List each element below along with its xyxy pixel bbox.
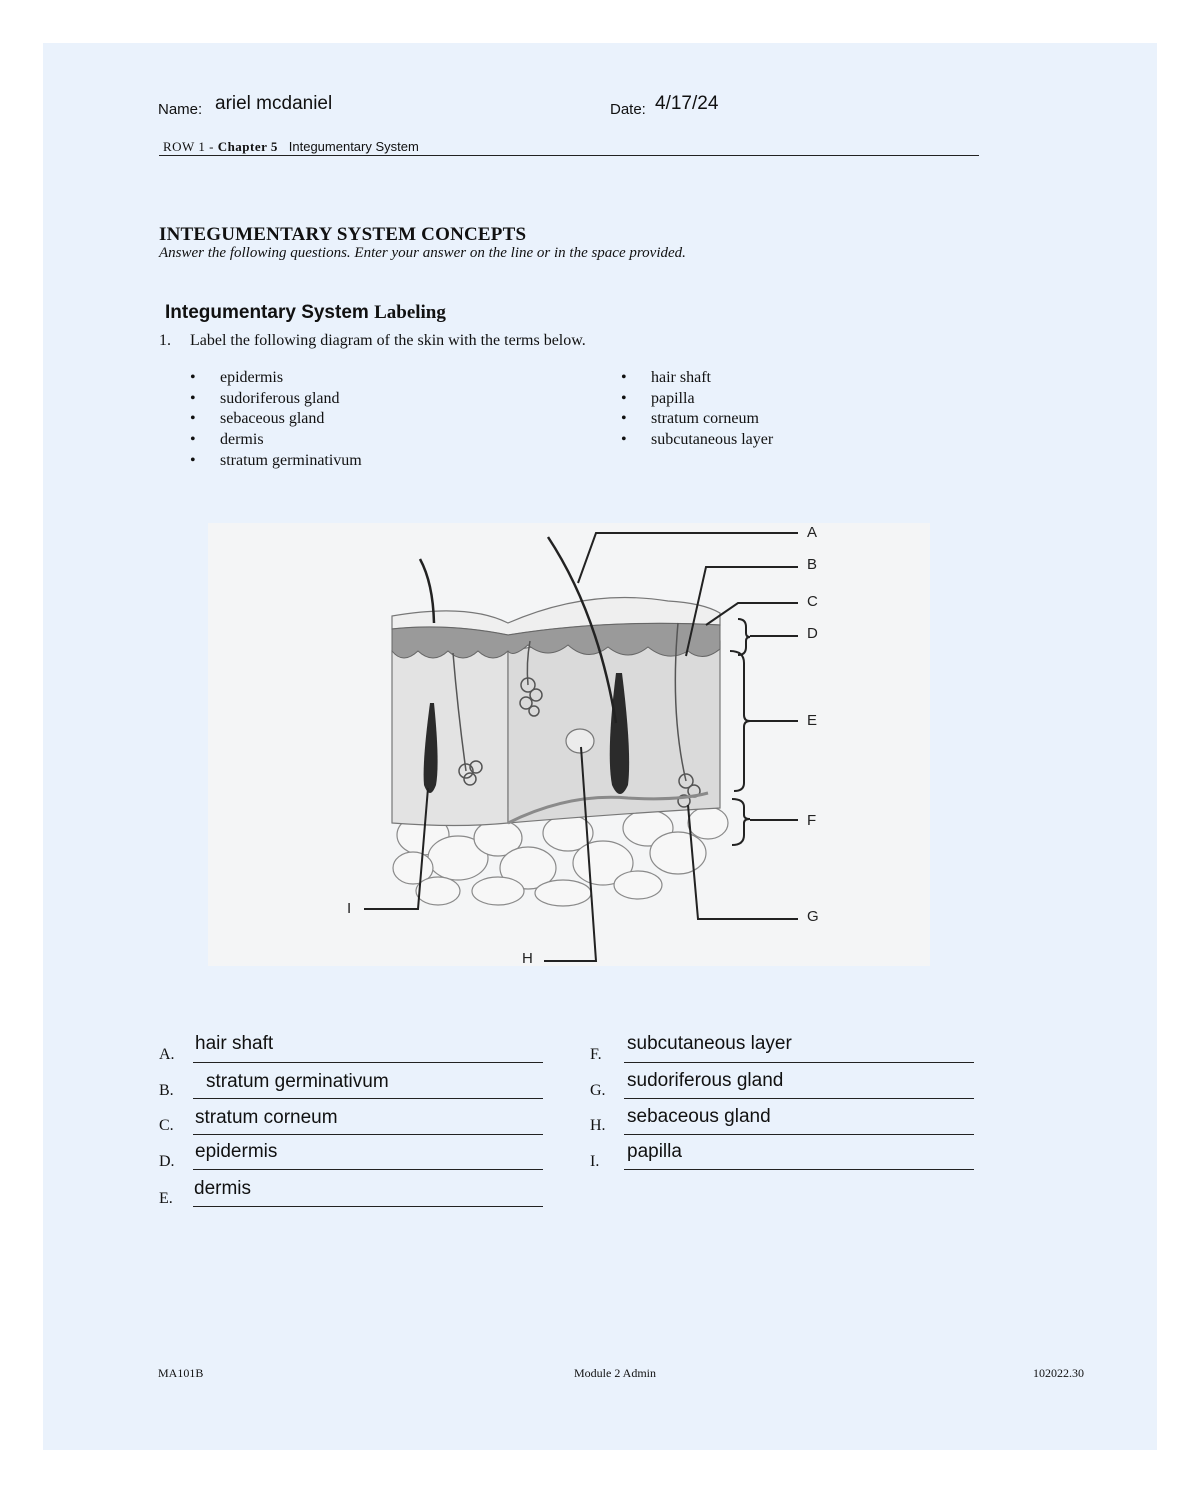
answer-line [193,1098,543,1099]
term-item: • dermis [190,430,362,451]
chapter-topic: Integumentary System [288,139,419,154]
answer-input-a[interactable]: hair shaft [195,1033,274,1054]
section-title: INTEGUMENTARY SYSTEM CONCEPTS [159,224,527,245]
diagram-label-g: G [807,908,819,925]
answer-input-d[interactable]: epidermis [195,1141,278,1162]
chapter-title: Chapter 5 [217,139,278,154]
answer-input-c[interactable]: stratum corneum [195,1107,338,1128]
name-label: Name: [158,101,203,118]
row-prefix: ROW 1 - [163,139,218,154]
answer-letter: I. [590,1153,600,1170]
footer-module: Module 2 Admin [574,1366,657,1380]
date-label: Date: [610,101,646,118]
footer-version: 102022.30 [1033,1366,1084,1380]
answer-line [193,1062,543,1063]
answer-input-h[interactable]: sebaceous gland [627,1106,771,1127]
term-item: • papilla [621,389,773,410]
question-number: 1. [159,332,171,349]
answer-input-b[interactable]: stratum germinativum [206,1071,389,1092]
skin-diagram-svg [208,523,930,966]
sebaceous-gland [566,729,594,753]
term-item: • epidermis [190,368,362,389]
answer-letter: E. [159,1190,173,1207]
answer-line [193,1134,543,1135]
answer-line [624,1062,974,1063]
answer-line [624,1098,974,1099]
answer-letter: D. [159,1153,175,1170]
skin-diagram [208,523,930,966]
answer-input-e[interactable]: dermis [194,1178,252,1199]
labeling-heading-part1: Integumentary System [165,302,369,323]
date-field[interactable]: 4/17/24 [655,93,719,114]
section-instructions: Answer the following questions. Enter your answer on the line or in the space provided. [159,245,686,261]
answer-letter: B. [159,1082,174,1099]
answer-line [624,1134,974,1135]
diagram-label-h: H [522,950,533,966]
footer-course-code: MA101B [158,1366,204,1380]
term-item: • hair shaft [621,368,773,389]
diagram-label-c: C [807,593,818,610]
answer-letter: F. [590,1046,602,1063]
chapter-line [163,139,419,155]
labeling-heading-part2: Labeling [374,302,446,323]
dermis-block [392,651,508,826]
answer-letter: A. [159,1046,175,1063]
term-item: • stratum germinativum [190,451,362,472]
question-text: Label the following diagram of the skin with the terms below. [190,332,586,349]
term-item: • stratum corneum [621,409,773,430]
term-item: • sudoriferous gland [190,389,362,410]
answer-letter: H. [590,1117,606,1134]
diagram-label-i: I [347,900,352,917]
labeling-heading [165,302,446,324]
answer-letter: C. [159,1117,174,1134]
answer-line [193,1206,543,1207]
answer-input-i[interactable]: papilla [627,1141,682,1162]
answer-letter: G. [590,1082,606,1099]
diagram-label-e: E [807,712,818,729]
diagram-label-d: D [807,625,818,642]
diagram-label-a: A [807,524,818,541]
answer-line [624,1169,974,1170]
term-item: • sebaceous gland [190,409,362,430]
term-item: • subcutaneous layer [621,430,773,451]
answer-line [193,1169,543,1170]
diagram-label-b: B [807,556,818,573]
answer-input-f[interactable]: subcutaneous layer [627,1033,792,1054]
name-field[interactable]: ariel mcdaniel [215,93,333,114]
answer-input-g[interactable]: sudoriferous gland [627,1070,784,1091]
term-list-right [621,368,773,451]
term-list-left [190,368,362,472]
diagram-label-f: F [807,812,817,829]
